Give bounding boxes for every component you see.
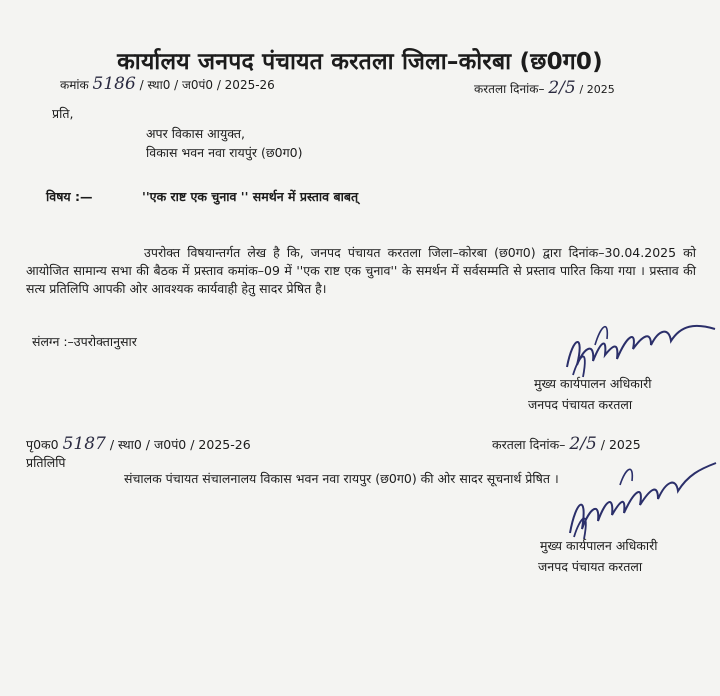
signature-1-office: जनपद पंचायत करतला <box>528 397 633 412</box>
copy-label: प्रतिलिपि <box>26 455 66 470</box>
copy-ref-number-handwritten: 5187 <box>62 434 106 454</box>
ref-number-handwritten: 5186 <box>92 74 136 94</box>
recipient-line1: अपर विकास आयुक्त, <box>146 126 246 141</box>
subject-label: विषय :— <box>46 189 93 204</box>
date-line <box>474 78 615 98</box>
signature-2-office: जनपद पंचायत करतला <box>538 559 643 574</box>
copy-date-suffix: / 2025 <box>600 437 641 452</box>
date-suffix: / 2025 <box>579 83 615 96</box>
recipient-label: प्रति, <box>52 106 74 121</box>
signature-1-designation: मुख्य कार्यपालन अधिकारी <box>534 376 652 391</box>
signature-2-designation: मुख्य कार्यपालन अधिकारी <box>540 538 658 553</box>
ref-suffix: / स्था0 / ज0पं0 / 2025-26 <box>139 78 275 92</box>
date-handwritten: 2/5 <box>548 78 576 98</box>
subject-text: ''एक राष्ट एक चुनाव '' समर्थन में प्रस्ताव बाबत् <box>142 189 359 204</box>
recipient-line2: विकास भवन नवा रायपुंर (छ0ग0) <box>146 145 303 160</box>
copy-ref-suffix: / स्था0 / ज0पं0 / 2025-26 <box>109 437 251 452</box>
copy-date-line <box>492 434 641 454</box>
date-prefix: करतला दिनांक– <box>474 82 545 96</box>
ref-prefix: कमांक <box>60 78 89 92</box>
body-paragraph: उपरोक्त विषयान्तर्गत लेख है कि, जनपद पंचायत करतला जिला–कोरबा (छ0ग0) द्वारा दिनांक–30.04.2025 को आयोजित सामान्य सभा की बैठक में प्रस्ताव कमांक–09 में ''एक राष्ट एक चुनाव'' के समर्थन में सर्वसम्मति से प्रस्ताव पारित किया गया । प्रस्ताव की सत्य प्रतिलिपि आपकी ओर आवश्यक कार्यवाही हेतु सादर प्रेषित है। <box>26 245 696 296</box>
copy-date-prefix: करतला दिनांक– <box>492 437 566 452</box>
office-title: कार्यालय जनपद पंचायत करतला जिला–कोरबा (छ0ग0) <box>117 49 603 75</box>
copy-ref-prefix: पृ0क0 <box>26 437 59 452</box>
copy-text: संचालक पंचायत संचालनालय विकास भवन नवा रायपुर (छ0ग0) की ओर सादर सूचनार्थ प्रेषित । <box>124 471 559 486</box>
copy-date-handwritten: 2/5 <box>569 434 597 454</box>
reference-line <box>60 74 275 94</box>
signature-2-scribble <box>560 455 720 535</box>
enclosure-line: संलग्न :–उपरोक्तानुसार <box>32 334 137 349</box>
copy-reference-line <box>26 434 251 454</box>
